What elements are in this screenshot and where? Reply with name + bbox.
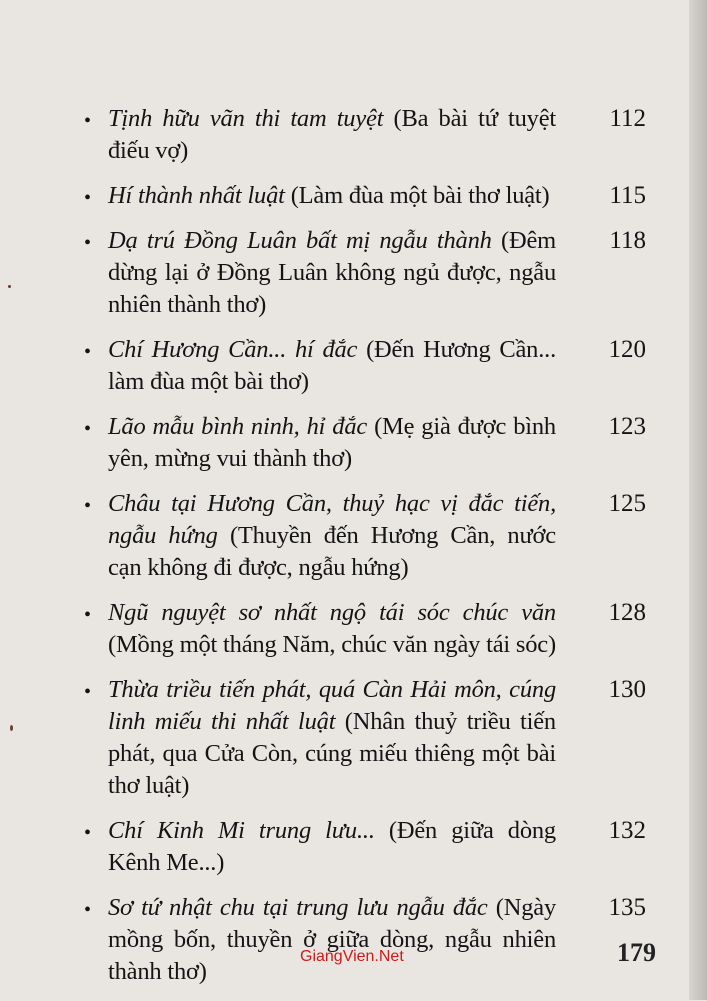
entry-text	[108, 180, 556, 212]
bullet-icon: •	[84, 495, 92, 517]
bullet-icon: •	[84, 187, 92, 209]
toc-entry	[86, 674, 646, 802]
entry-text	[108, 334, 556, 398]
entry-desc: (Thuyền đến Hương Cần, nước cạn không đi được, ngẫu hứng)	[108, 522, 556, 581]
entry-desc: (Đến giữa dòng Kênh Me...)	[108, 817, 556, 876]
toc-entry	[86, 815, 646, 879]
table-of-contents	[86, 103, 646, 1001]
bullet-icon: •	[84, 341, 92, 363]
entry-page: 130	[608, 676, 646, 703]
toc-entry	[86, 103, 646, 167]
entry-desc: (Mồng một tháng Năm, chúc văn ngày tái sóc)	[108, 631, 556, 658]
entry-page: 128	[608, 599, 646, 626]
toc-entry	[86, 597, 646, 661]
watermark-site: GiangVien.Net	[300, 948, 404, 965]
entry-page: 120	[608, 336, 646, 363]
entry-page: 135	[608, 894, 646, 921]
toc-entry	[86, 411, 646, 475]
toc-entry	[86, 488, 646, 584]
entry-desc: (Nhân thuỷ triều tiến phát, qua Cửa Còn, cúng miếu thiêng một bài thơ luật)	[108, 708, 556, 799]
bullet-icon: •	[84, 604, 92, 626]
toc-entry	[86, 180, 646, 212]
specks	[10, 725, 13, 731]
toc-entry	[86, 334, 646, 398]
entry-text	[108, 488, 556, 584]
entry-page: 118	[609, 227, 646, 254]
entry-page: 115	[609, 182, 646, 209]
bullet-icon: •	[84, 822, 92, 844]
page-edge	[689, 0, 707, 1000]
bullet-icon: •	[84, 232, 92, 254]
entry-text	[108, 597, 556, 661]
entry-text	[108, 815, 556, 879]
entry-desc: (Đến Hương Cần... làm đùa một bài thơ)	[108, 336, 556, 395]
entry-title: Hí thành nhất luật	[108, 182, 285, 209]
entry-desc: (Làm đùa một bài thơ luật)	[284, 182, 550, 209]
entry-text	[108, 674, 556, 802]
bullet-icon: •	[84, 418, 92, 440]
entry-text	[108, 411, 556, 475]
entry-text	[108, 103, 556, 167]
bullet-icon: •	[84, 899, 92, 921]
toc-entry	[86, 892, 646, 988]
specks	[8, 285, 11, 288]
entry-page: 112	[609, 105, 646, 132]
entry-desc: (Mẹ già được bình yên, mừng vui thành thơ)	[108, 413, 556, 472]
entry-title: Sơ tứ nhật chu tại trung lưu ngẫu đắc	[108, 894, 488, 921]
entry-page: 125	[608, 490, 646, 517]
bullet-icon: •	[84, 681, 92, 703]
entry-text	[108, 225, 556, 321]
entry-text	[108, 892, 556, 988]
entry-title: Châu tại Hương Cần, thuỷ hạc vị đắc tiến, ngẫu hứng	[108, 490, 556, 549]
bullet-icon: •	[84, 110, 92, 132]
entry-title: Chí Hương Cần... hí đắc	[108, 336, 358, 363]
entry-desc: (Ba bài tứ tuyệt điếu vợ)	[108, 105, 557, 164]
entry-title: Ngũ nguyệt sơ nhất ngộ tái sóc chúc văn	[108, 599, 556, 626]
entry-title: Thừa triều tiến phát, quá Càn Hải môn, cúng linh miếu thi nhất luật	[108, 676, 556, 735]
entry-title: Tịnh hữu vãn thi tam tuyệt	[108, 105, 384, 132]
entry-page: 123	[608, 413, 646, 440]
entry-desc: (Ngày mồng bốn, thuyền ở giữa dòng, ngẫu nhiên thành thơ)	[108, 894, 556, 985]
toc-entry	[86, 225, 646, 321]
entry-title: Chí Kinh Mi trung lưu...	[108, 817, 375, 844]
entry-desc: (Đêm dừng lại ở Đồng Luân không ngủ được, ngẫu nhiên thành thơ)	[108, 227, 556, 318]
page-number: 179	[617, 938, 656, 967]
entry-title: Lão mẫu bình ninh, hỉ đắc	[108, 413, 368, 440]
entry-title: Dạ trú Đồng Luân bất mị ngẫu thành	[108, 227, 492, 254]
entry-page: 132	[608, 817, 646, 844]
